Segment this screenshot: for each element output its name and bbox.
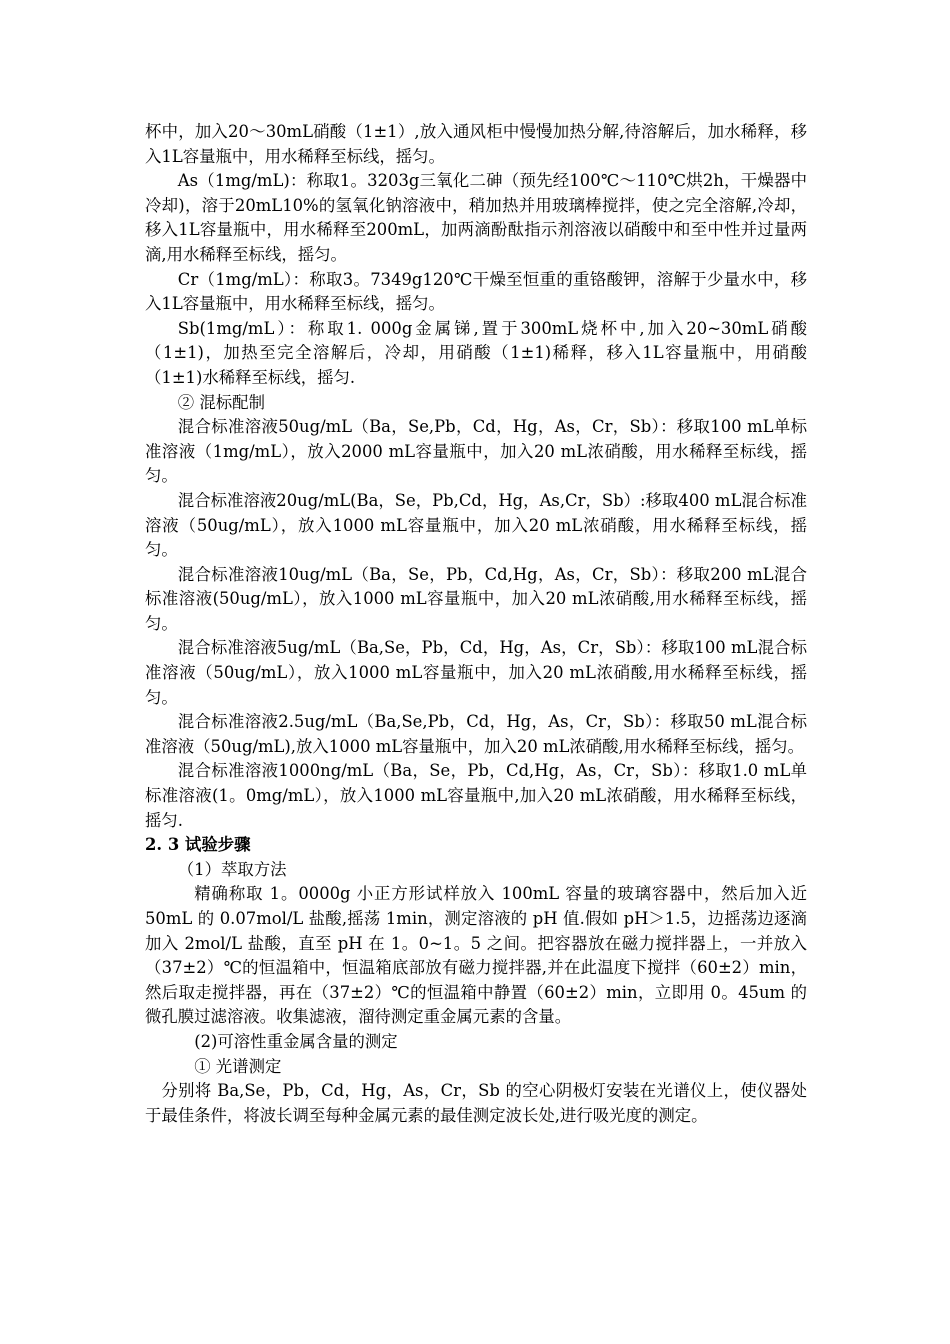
subheading: ① 光谱测定: [194, 1056, 282, 1076]
paragraph: Sb(1mg/mL）：称取1. 000g金属锑,置于300mL烧杯中,加入20~30mL硝酸（1±1)，加热至完全溶解后，冷却，用硝酸（1±1)稀释，移入1L容量瓶中，用硝酸（1±1)水稀释至标线，摇匀.: [145, 318, 807, 387]
paragraph: 混合标准溶液10ug/mL（Ba，Se，Pb，Cd,Hg，As，Cr，Sb）：移取200 mL混合标准溶液(50ug/mL），放入1000 mL容量瓶中，加入20 mL浓硝酸,用水稀释至标线，摇匀。: [145, 564, 807, 633]
paragraph: 混合标准溶液20ug/mL(Ba，Se，Pb,Cd，Hg，As,Cr，Sb）:移取400 mL混合标准溶液（50ug/mL），放入1000 mL容量瓶中，加入20 mL浓硝酸，用水稀释至标线，摇匀。: [145, 490, 807, 560]
paragraph: 混合标准溶液1000ng/mL（Ba，Se，Pb，Cd,Hg，As，Cr，Sb）：移取1.0 mL单标准溶液(1。0mg/mL），放入1000 mL容量瓶中,加入20 mL浓硝酸，用水稀释至标线，摇匀.: [145, 761, 807, 830]
section-heading: 2. 3 试验步骤: [145, 835, 251, 855]
subheading: ② 混标配制: [177, 392, 265, 412]
paragraph: 分别将 Ba,Se，Pb，Cd，Hg，As，Cr，Sb 的空心阴极灯安装在光谱仪上，使仪器处于最佳条件，将波长调至每种金属元素的最佳测定波长处,进行吸光度的测定。: [145, 1081, 807, 1125]
subheading: （1）萃取方法: [177, 859, 287, 879]
paragraph: 精确称取 1。0000g 小正方形试样放入 100mL 容量的玻璃容器中，然后加入近 50mL 的 0.07mol/L 盐酸,摇荡 1min，测定溶液的 pH 值.假如 pH＞1.5，边摇荡边逐滴加入 2mol/L 盐酸，直至 pH 在 1。0~1。5 之间。把容器放在磁力搅拌器上，一并放入（37±2）℃的恒温箱中，恒温箱底部放有磁力搅拌器,并在此温度下搅拌（60±2）min，然后取走搅拌器，再在（37±2）℃的恒温箱中静置（60±2）min，立即用 0。45um 的微孔膜过滤溶液。收集滤液，溜待测定重金属元素的含量。: [145, 884, 807, 1027]
subheading: (2)可溶性重金属含量的测定: [194, 1031, 398, 1051]
paragraph: As（1mg/mL)：称取1。3203g三氧化二砷（预先经100℃～110℃烘2h，干燥器中冷却)，溶于20mL10%的氢氧化钠溶液中，稍加热并用玻璃棒搅拌，使之完全溶解,冷却，移入1L容量瓶中，用水稀释至200mL，加两滴酚酞指示剂溶液以硝酸中和至中性并过量两滴,用水稀释至标线，摇匀。: [145, 171, 807, 264]
document-body: [145, 120, 807, 1128]
paragraph: 杯中，加入20～30mL硝酸（1±1）,放入通风柜中慢慢加热分解,待溶解后，加水稀释，移入1L容量瓶中，用水稀释至标线，摇匀。: [145, 122, 807, 166]
paragraph: 混合标准溶液50ug/mL（Ba，Se,Pb，Cd，Hg，As，Cr，Sb）：移取100 mL单标准溶液（1mg/mL），放入2000 mL容量瓶中，加入20 mL浓硝酸，用水稀释至标线，摇匀。: [145, 417, 807, 486]
paragraph: 混合标准溶液2.5ug/mL（Ba,Se,Pb，Cd，Hg，As，Cr，Sb）：移取50 mL混合标准溶液（50ug/mL),放入1000 mL容量瓶中，加入20 mL浓硝酸,用水稀释至标线，摇匀。: [145, 712, 807, 756]
paragraph: Cr（1mg/mL）：称取3。7349g120℃干燥至恒重的重铬酸钾，溶解于少量水中，移入1L容量瓶中，用水稀释至标线，摇匀。: [145, 269, 807, 314]
paragraph: 混合标准溶液5ug/mL（Ba,Se，Pb，Cd，Hg，As，Cr，Sb）：移取100 mL混合标准溶液（50ug/mL），放入1000 mL容量瓶中，加入20 mL浓硝酸,用水稀释至标线，摇匀。: [145, 638, 807, 707]
